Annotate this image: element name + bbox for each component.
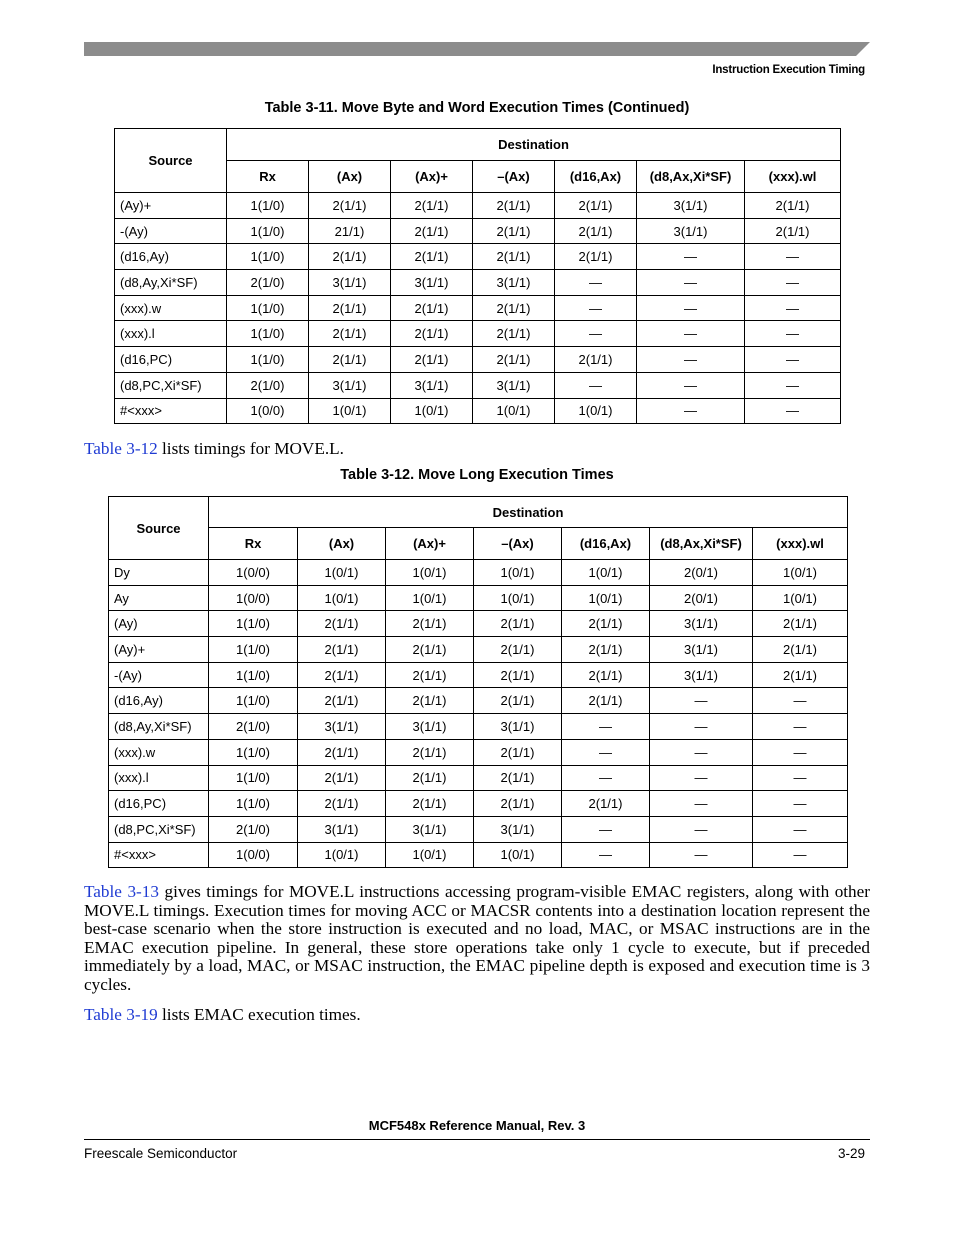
source-cell: (Ay)+ <box>109 637 209 663</box>
timing-cell: 2(1/1) <box>298 688 386 714</box>
timing-cell: 2(1/1) <box>298 765 386 791</box>
column-header: (d16,Ax) <box>555 161 637 193</box>
timing-cell: — <box>637 398 745 424</box>
timing-cell: — <box>650 765 753 791</box>
timing-cell: — <box>650 688 753 714</box>
timing-cell: 2(1/1) <box>391 193 473 219</box>
timing-cell: — <box>650 842 753 868</box>
timing-cell: 1(0/1) <box>562 585 650 611</box>
timing-cell: 2(1/1) <box>562 791 650 817</box>
timing-cell: 3(1/1) <box>386 714 474 740</box>
timing-cell: — <box>650 816 753 842</box>
source-cell: (d16,PC) <box>115 347 227 373</box>
column-header: (xxx).wl <box>745 161 841 193</box>
timing-cell: — <box>753 765 848 791</box>
timing-cell: — <box>555 372 637 398</box>
timing-cell: 1(1/0) <box>209 765 298 791</box>
timing-cell: — <box>753 739 848 765</box>
timing-cell: 1(1/0) <box>209 739 298 765</box>
timing-cell: — <box>637 347 745 373</box>
timing-cell: 2(1/1) <box>298 739 386 765</box>
timing-cell: — <box>637 321 745 347</box>
timing-cell: 2(1/1) <box>555 193 637 219</box>
timing-cell: 3(1/1) <box>473 270 555 296</box>
timing-cell: 2(1/1) <box>555 347 637 373</box>
timing-cell: 2(1/1) <box>474 662 562 688</box>
timing-cell: 1(0/0) <box>209 842 298 868</box>
timing-cell: 1(0/1) <box>474 560 562 586</box>
timing-cell: 1(1/0) <box>209 688 298 714</box>
table-row <box>109 842 848 868</box>
timing-cell: 2(1/1) <box>298 662 386 688</box>
timing-cell: 1(0/1) <box>309 398 391 424</box>
timing-cell: — <box>637 244 745 270</box>
timing-cell: 2(1/1) <box>298 791 386 817</box>
timing-cell: — <box>555 295 637 321</box>
timing-cell: 2(1/1) <box>562 662 650 688</box>
timing-cell: 2(1/1) <box>474 791 562 817</box>
timing-cell: 1(0/1) <box>298 560 386 586</box>
destination-header: Destination <box>227 129 841 161</box>
timing-cell: 3(1/1) <box>650 637 753 663</box>
timing-cell: 1(0/1) <box>555 398 637 424</box>
paragraph-table-3-19 <box>84 1006 870 1025</box>
table-3-12 <box>108 496 848 868</box>
timing-cell: — <box>745 270 841 296</box>
table-row <box>115 372 841 398</box>
timing-cell: 3(1/1) <box>391 372 473 398</box>
source-cell: (xxx).w <box>109 739 209 765</box>
timing-cell: — <box>753 816 848 842</box>
source-header: Source <box>109 497 209 560</box>
source-cell: (d8,PC,Xi*SF) <box>109 816 209 842</box>
timing-cell: — <box>753 714 848 740</box>
timing-cell: — <box>562 765 650 791</box>
timing-cell: 1(0/1) <box>474 842 562 868</box>
source-cell: Ay <box>109 585 209 611</box>
timing-cell: 2(1/1) <box>474 611 562 637</box>
timing-cell: — <box>562 714 650 740</box>
timing-cell: 3(1/1) <box>309 270 391 296</box>
timing-cell: 1(0/1) <box>474 585 562 611</box>
timing-cell: 2(1/1) <box>555 244 637 270</box>
timing-cell: 3(1/1) <box>474 816 562 842</box>
paragraph-text: lists timings for MOVE.L. <box>157 439 344 458</box>
timing-cell: 3(1/1) <box>298 816 386 842</box>
timing-cell: — <box>745 244 841 270</box>
timing-cell: 2(1/1) <box>753 611 848 637</box>
timing-cell: 3(1/1) <box>637 193 745 219</box>
timing-cell: 2(1/1) <box>555 218 637 244</box>
timing-cell: 3(1/1) <box>391 270 473 296</box>
column-header: (d16,Ax) <box>562 528 650 560</box>
timing-cell: 2(1/1) <box>386 688 474 714</box>
table-row <box>109 714 848 740</box>
table-3-12-title: Table 3-12. Move Long Execution Times <box>340 467 614 483</box>
table-3-12-link[interactable]: Table 3-12 <box>84 439 158 458</box>
column-headers <box>109 528 848 560</box>
source-cell: -(Ay) <box>115 218 227 244</box>
column-header: (xxx).wl <box>753 528 848 560</box>
timing-cell: 1(1/0) <box>227 218 309 244</box>
timing-cell: 2(1/1) <box>474 688 562 714</box>
timing-cell: 2(1/1) <box>562 688 650 714</box>
timing-cell: 1(0/1) <box>386 585 474 611</box>
timing-cell: — <box>562 842 650 868</box>
timing-cell: 2(1/1) <box>309 347 391 373</box>
timing-cell: 2(1/1) <box>474 739 562 765</box>
table-body <box>115 193 841 424</box>
timing-cell: 1(0/1) <box>391 398 473 424</box>
table-3-11-title: Table 3-11. Move Byte and Word Execution Times (Continued) <box>264 100 690 116</box>
timing-cell: 2(1/1) <box>386 791 474 817</box>
timing-cell: 1(1/0) <box>209 791 298 817</box>
timing-cell: 1(1/0) <box>227 244 309 270</box>
source-cell: (Ay)+ <box>115 193 227 219</box>
timing-cell: — <box>745 347 841 373</box>
timing-cell: 2(1/1) <box>753 662 848 688</box>
table-row <box>115 398 841 424</box>
source-cell: (d16,Ay) <box>109 688 209 714</box>
table-row <box>109 816 848 842</box>
timing-cell: 2(1/1) <box>745 193 841 219</box>
header-banner <box>84 42 870 56</box>
table-row <box>115 218 841 244</box>
column-header: (Ax) <box>309 161 391 193</box>
source-cell: #<xxx> <box>109 842 209 868</box>
timing-cell: 3(1/1) <box>474 714 562 740</box>
timing-cell: — <box>650 791 753 817</box>
source-cell: (d8,PC,Xi*SF) <box>115 372 227 398</box>
paragraph-text: gives timings for MOVE.L instructions accessing program-visible EMAC registers, along with other MOVE.L timings. Execution times for moving ACC or MACSR contents into a destination location represent the best-case scenario when the store instruction is executed and no load, MAC, or MSAC instructions are in the EMAC execution pipeline. In general, these store operations take only 1 cycle to execute, but if preceded immediately by a load, MAC, or MSAC instruction, the EMAC pipeline depth is exposed and execution time is 3 cycles. <box>84 882 871 994</box>
timing-cell: 2(1/1) <box>309 321 391 347</box>
timing-cell: — <box>650 739 753 765</box>
source-cell: (d16,Ay) <box>115 244 227 270</box>
timing-cell: 1(1/0) <box>209 611 298 637</box>
column-header: (d8,Ax,Xi*SF) <box>650 528 753 560</box>
timing-cell: — <box>745 321 841 347</box>
timing-cell: — <box>562 739 650 765</box>
timing-cell: 2(1/1) <box>386 765 474 791</box>
timing-cell: 2(1/1) <box>391 218 473 244</box>
timing-cell: 2(1/1) <box>309 193 391 219</box>
timing-cell: 1(0/0) <box>227 398 309 424</box>
timing-cell: — <box>555 270 637 296</box>
timing-cell: — <box>753 842 848 868</box>
timing-cell: 1(1/0) <box>209 637 298 663</box>
source-cell: Dy <box>109 560 209 586</box>
timing-cell: 3(1/1) <box>309 372 391 398</box>
timing-cell: 2(1/1) <box>391 347 473 373</box>
footer-manual-title: MCF548x Reference Manual, Rev. 3 <box>368 1118 586 1133</box>
timing-cell: 2(1/1) <box>386 739 474 765</box>
column-header: –(Ax) <box>473 161 555 193</box>
timing-cell: 2(1/1) <box>745 218 841 244</box>
source-cell: (Ay) <box>109 611 209 637</box>
timing-cell: 2(1/1) <box>386 662 474 688</box>
column-header: (Ax)+ <box>391 161 473 193</box>
timing-cell: 2(1/1) <box>474 765 562 791</box>
timing-cell: 2(1/1) <box>298 611 386 637</box>
source-cell: (d8,Ay,Xi*SF) <box>115 270 227 296</box>
table-row <box>115 244 841 270</box>
destination-header: Destination <box>209 497 848 528</box>
timing-cell: 1(1/0) <box>227 321 309 347</box>
table-row <box>109 560 848 586</box>
column-header: (Ax)+ <box>386 528 474 560</box>
timing-cell: — <box>562 816 650 842</box>
timing-cell: — <box>745 295 841 321</box>
timing-cell: 2(1/1) <box>474 637 562 663</box>
timing-cell: 2(0/1) <box>650 560 753 586</box>
source-cell: (xxx).w <box>115 295 227 321</box>
timing-cell: 1(1/0) <box>227 347 309 373</box>
timing-cell: 2(1/1) <box>473 218 555 244</box>
timing-cell: 2(1/1) <box>298 637 386 663</box>
footer-page-number: 3-29 <box>837 1146 865 1161</box>
paragraph-table-3-13 <box>84 883 870 995</box>
table-row <box>115 295 841 321</box>
timing-cell: 1(0/1) <box>753 585 848 611</box>
footer-divider <box>84 1139 870 1140</box>
timing-cell: 3(1/1) <box>473 372 555 398</box>
timing-cell: 2(1/0) <box>209 714 298 740</box>
timing-cell: 2(1/1) <box>562 637 650 663</box>
timing-cell: 3(1/1) <box>637 218 745 244</box>
source-cell: (d8,Ay,Xi*SF) <box>109 714 209 740</box>
timing-cell: 1(0/1) <box>562 560 650 586</box>
column-header: Rx <box>209 528 298 560</box>
timing-cell: 1(0/1) <box>753 560 848 586</box>
timing-cell: 2(0/1) <box>650 585 753 611</box>
timing-cell: 2(1/1) <box>473 244 555 270</box>
timing-cell: 3(1/1) <box>298 714 386 740</box>
timing-cell: — <box>637 295 745 321</box>
table-row <box>109 688 848 714</box>
timing-cell: 1(0/1) <box>298 842 386 868</box>
column-header: –(Ax) <box>474 528 562 560</box>
timing-cell: 2(1/1) <box>309 244 391 270</box>
timing-cell: 2(1/0) <box>227 372 309 398</box>
timing-cell: — <box>745 398 841 424</box>
table-3-19-link[interactable]: Table 3-19 <box>84 1005 158 1024</box>
timing-cell: — <box>637 372 745 398</box>
timing-cell: 2(1/1) <box>753 637 848 663</box>
table-row <box>109 637 848 663</box>
timing-cell: 2(1/1) <box>309 295 391 321</box>
timing-cell: — <box>753 791 848 817</box>
timing-cell: 2(1/1) <box>473 347 555 373</box>
timing-cell: 1(0/0) <box>209 560 298 586</box>
timing-cell: — <box>753 688 848 714</box>
source-header: Source <box>115 129 227 193</box>
footer-company: Freescale Semiconductor <box>84 1146 238 1161</box>
column-header: (d8,Ax,Xi*SF) <box>637 161 745 193</box>
paragraph-table-3-12-intro <box>84 440 870 459</box>
timing-cell: 21/1) <box>309 218 391 244</box>
timing-cell: 2(1/1) <box>386 637 474 663</box>
timing-cell: 3(1/1) <box>386 816 474 842</box>
timing-cell: 2(1/0) <box>209 816 298 842</box>
timing-cell: 3(1/1) <box>650 611 753 637</box>
column-header: Rx <box>227 161 309 193</box>
timing-cell: 2(1/1) <box>562 611 650 637</box>
running-head: Instruction Execution Timing <box>712 64 865 76</box>
timing-cell: 2(1/1) <box>386 611 474 637</box>
timing-cell: 2(1/1) <box>391 321 473 347</box>
timing-cell: 2(1/1) <box>391 244 473 270</box>
timing-cell: 1(1/0) <box>209 662 298 688</box>
source-cell: (d16,PC) <box>109 791 209 817</box>
source-cell: -(Ay) <box>109 662 209 688</box>
table-row <box>109 739 848 765</box>
timing-cell: 1(1/0) <box>227 295 309 321</box>
timing-cell: — <box>650 714 753 740</box>
timing-cell: 1(0/1) <box>386 560 474 586</box>
timing-cell: 2(1/0) <box>227 270 309 296</box>
timing-cell: 2(1/1) <box>473 321 555 347</box>
timing-cell: — <box>555 321 637 347</box>
timing-cell: 2(1/1) <box>473 295 555 321</box>
source-cell: (xxx).l <box>115 321 227 347</box>
timing-cell: 2(1/1) <box>391 295 473 321</box>
table-row <box>109 662 848 688</box>
column-header: (Ax) <box>298 528 386 560</box>
table-body <box>109 560 848 868</box>
table-row <box>115 193 841 219</box>
table-3-11 <box>114 128 841 424</box>
table-row <box>115 347 841 373</box>
table-row <box>109 791 848 817</box>
timing-cell: 1(0/1) <box>298 585 386 611</box>
table-row <box>109 765 848 791</box>
timing-cell: — <box>745 372 841 398</box>
timing-cell: 1(0/1) <box>386 842 474 868</box>
table-row <box>109 585 848 611</box>
timing-cell: — <box>637 270 745 296</box>
table-3-13-link[interactable]: Table 3-13 <box>84 882 159 901</box>
table-row <box>115 270 841 296</box>
source-cell: #<xxx> <box>115 398 227 424</box>
timing-cell: 1(0/1) <box>473 398 555 424</box>
timing-cell: 1(1/0) <box>227 193 309 219</box>
table-row <box>109 611 848 637</box>
timing-cell: 2(1/1) <box>473 193 555 219</box>
timing-cell: 1(0/0) <box>209 585 298 611</box>
paragraph-text: lists EMAC execution times. <box>157 1005 361 1024</box>
source-cell: (xxx).l <box>109 765 209 791</box>
table-row <box>115 321 841 347</box>
timing-cell: 3(1/1) <box>650 662 753 688</box>
